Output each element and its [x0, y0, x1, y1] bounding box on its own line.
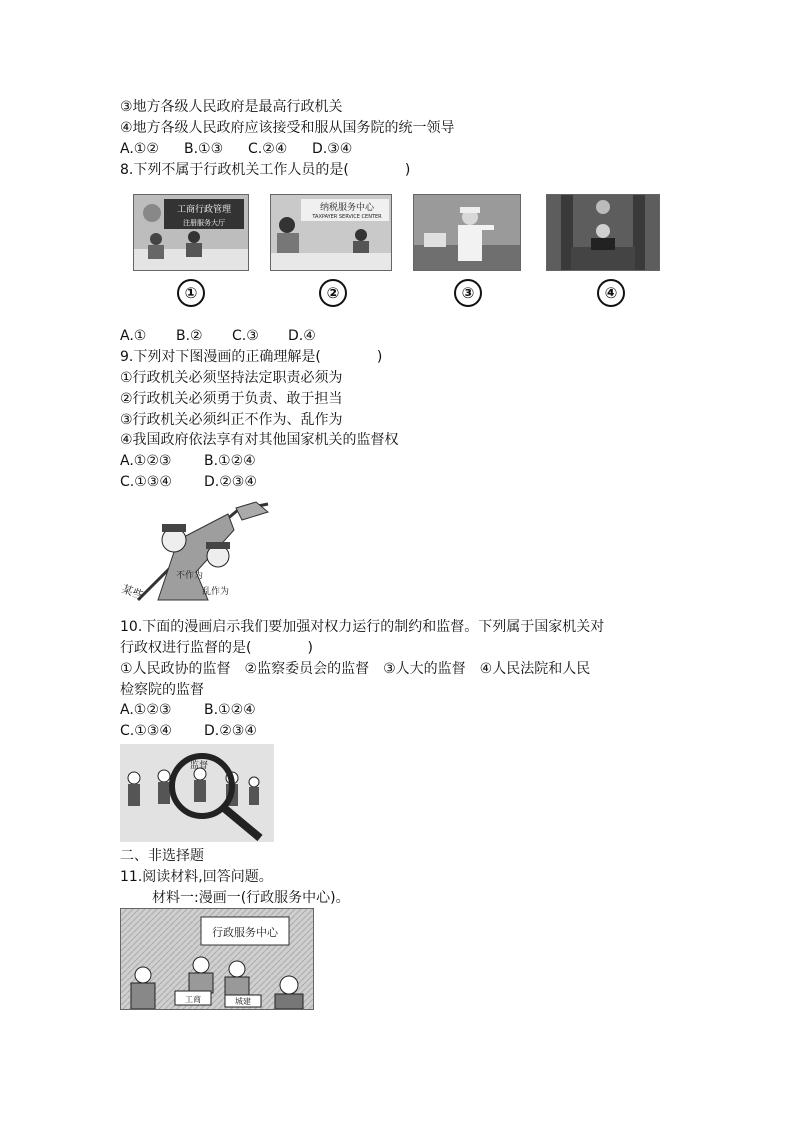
photo-2-tax-service-center — [270, 194, 392, 271]
q10-statements-line-2: 检察院的监督 — [120, 682, 204, 698]
photo-4-marker: ④ — [597, 279, 625, 307]
q9-statement-4: ④我国政府依法享有对其他国家机关的监督权 — [120, 432, 399, 448]
photo-4-court-judge — [546, 194, 660, 271]
photo-1-sign: 工商行政管理 — [176, 205, 232, 215]
section-heading: 二、非选择题 — [120, 848, 204, 864]
q8-stem: 8.下列不属于行政机关工作人员的是( ) — [120, 162, 411, 178]
option-a[interactable]: A.①② — [120, 141, 159, 157]
q10-cartoon-magnifier — [120, 744, 274, 842]
material-1-label: 材料一:漫画一(行政服务中心)。 — [152, 890, 350, 906]
option-b[interactable]: B.①②④ — [204, 453, 256, 469]
option-b[interactable]: B.② — [176, 328, 203, 344]
photo-2-sign: 纳税服务中心 — [319, 203, 375, 213]
q9-cartoon — [118, 500, 270, 606]
q9-options-row-1 — [120, 451, 256, 471]
q7-statement-3: ③地方各级人民政府是最高行政机关 — [120, 99, 343, 115]
q10-stem-line-1: 10.下面的漫画启示我们要加强对权力运行的制约和监督。下列属于国家机关对 — [120, 619, 605, 635]
q7-statement-4: ④地方各级人民政府应该接受和服从国务院的统一领导 — [120, 120, 455, 136]
q10-options-row-1 — [120, 700, 256, 720]
q10-stem-line-2: 行政权进行监督的是( ) — [120, 640, 313, 656]
option-c[interactable]: C.①③④ — [120, 723, 172, 739]
option-a[interactable]: A.①②③ — [120, 702, 172, 718]
q9-statement-1: ①行政机关必须坚持法定职责必须为 — [120, 370, 343, 386]
q11-stem: 11.阅读材料,回答问题。 — [120, 869, 273, 885]
q7-options — [120, 139, 352, 159]
photo-3-marker: ③ — [454, 279, 482, 307]
photo-2-marker: ② — [319, 279, 347, 307]
photo-1-business-admin-hall — [133, 194, 249, 271]
q10-options-row-2 — [120, 721, 257, 741]
option-b[interactable]: B.①②④ — [204, 702, 256, 718]
q9-cartoon-label-2: 乱作为 — [202, 587, 230, 597]
photo-3-traffic-police — [413, 194, 521, 271]
q9-cartoon-label-1: 不作为 — [176, 571, 204, 581]
option-a[interactable]: A.①②③ — [120, 453, 172, 469]
photo-2-sign-2: TAXPAYER SERVICE CENTER — [312, 214, 382, 220]
q9-statement-2: ②行政机关必须勇于负责、敢于担当 — [120, 391, 343, 407]
option-c[interactable]: C.②④ — [248, 141, 288, 157]
q8-options — [120, 326, 316, 346]
material-1-cartoon — [120, 908, 314, 1010]
q9-cartoon-label-3: 某些 — [119, 582, 146, 603]
option-c[interactable]: C.③ — [232, 328, 259, 344]
photo-1-sign-2: 注册服务大厅 — [183, 219, 225, 227]
q10-cartoon-label: 监督 — [190, 761, 209, 771]
q10-statements-line-1: ①人民政协的监督 ②监察委员会的监督 ③人大的监督 ④人民法院和人民 — [120, 661, 591, 677]
option-a[interactable]: A.① — [120, 328, 147, 344]
material-1-sign: 行政服务中心 — [212, 926, 278, 939]
desk-label-2: 城建 — [235, 997, 251, 1006]
q9-stem: 9.下列对下图漫画的正确理解是( ) — [120, 349, 383, 365]
photo-1-marker: ① — [177, 279, 205, 307]
option-d[interactable]: D.②③④ — [204, 723, 257, 739]
option-d[interactable]: D.②③④ — [204, 474, 257, 490]
q9-options-row-2 — [120, 472, 257, 492]
option-d[interactable]: D.③④ — [312, 141, 353, 157]
desk-label-1: 工商 — [185, 995, 201, 1004]
option-c[interactable]: C.①③④ — [120, 474, 172, 490]
option-b[interactable]: B.①③ — [184, 141, 224, 157]
option-d[interactable]: D.④ — [288, 328, 316, 344]
q9-statement-3: ③行政机关必须纠正不作为、乱作为 — [120, 412, 343, 428]
